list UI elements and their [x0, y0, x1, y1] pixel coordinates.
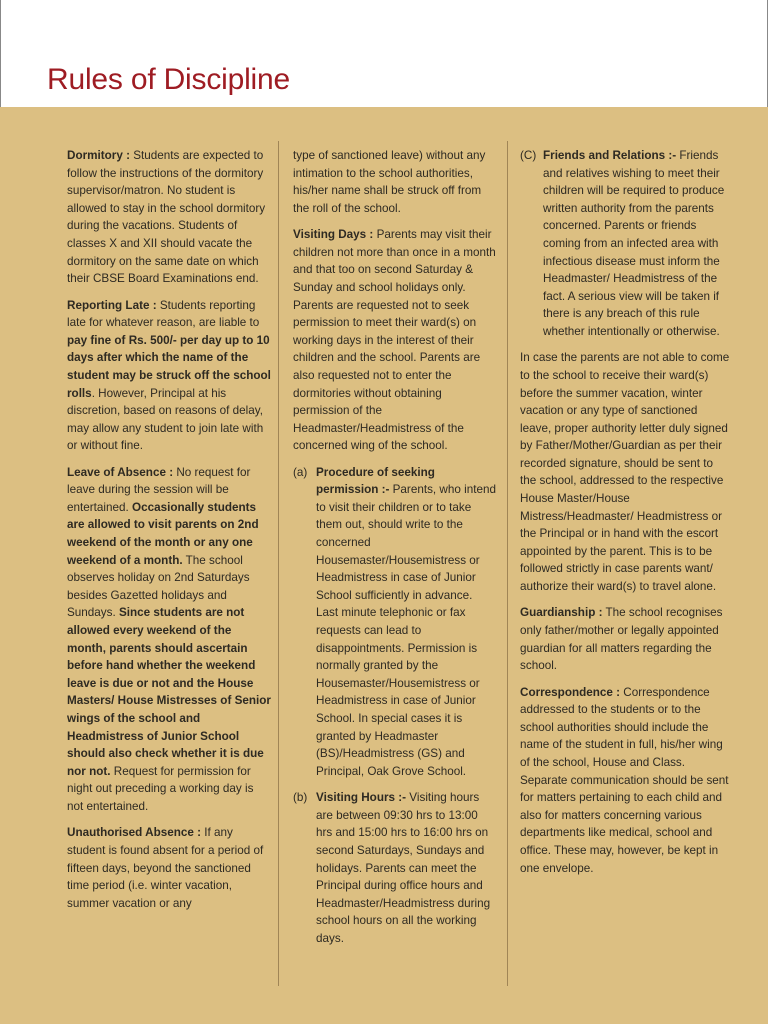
- rule-text: Friends and relatives wishing to meet their children will be required to produce written authority from the parents concerned. Parents or friends coming from an infected area with infectious disease must inform the Headmaster/ Headmistress of the fact. A serious view will be taken if there is any breach of this rule whether intentionally or otherwise.: [543, 149, 725, 338]
- rule-text: The school observes holiday on 2nd Saturdays besides Gazetted holidays and Sundays.: [67, 553, 250, 620]
- page-title: Rules of Discipline: [47, 63, 290, 96]
- sub-item-b: [293, 789, 496, 947]
- rule-text: Students are expected to follow the instructions of the dormitory supervisor/matron. No student is allowed to stay in the school dormitory during the vacations. Students of classes X and XII should vacate the dormitory on the same date on which their CBSE Board Examinations end.: [67, 149, 266, 286]
- rule-text: Students reporting late for whatever reason, are liable to: [67, 298, 260, 330]
- rule-heading: Leave of Absence :: [67, 465, 174, 479]
- column-divider-1: [278, 141, 279, 986]
- rule-text: If any student is found absent for a period of fifteen days, beyond the sanctioned time period (i.e. winter vacation, summer vacation or any: [67, 826, 264, 910]
- rule-heading: Dormitory :: [67, 149, 130, 162]
- column-divider-2: [507, 141, 508, 986]
- escort-paragraph: In case the parents are not able to come to the school to receive their ward(s) before the summer vacation, winter vacation or any type of sanctioned leave, proper authority letter duly signed by Father/Mother/Guardian as per their recorded signature, should be sent to the school, addressed to the respective House Master/House Mistress/Headmaster/ Headmistress or the Principal or in hand with the escort appointed by the parent. This is to be followed strictly in case parents want/ authorize their ward(s) to travel alone.: [520, 351, 730, 594]
- rule-text: Parents, who intend to visit their children or to take them out, should write to the concerned Housemaster/Housemistress or Headmistress in case of Junior School sufficiently in advance. Last minute telephonic or fax requests can lead to disappointments. Permission is normally granted by the Housemaster/Housemistress or Headmistress in case of Junior School. In special cases it is granted by Headmaster (BS)/Headmistress (GS) and Principal, Oak Grove School.: [316, 483, 496, 778]
- rule-heading: Visiting Days :: [293, 228, 374, 242]
- rule-text: No request for leave during the session will be entertained.: [67, 465, 251, 514]
- visiting-days-rule: [293, 226, 496, 455]
- rule-emphasis: Since students are not allowed every weekend of the month, parents should ascertain before hand whether the weekend leave is due or not and the House Masters/ House Mistresses of Senior wings of the school and Headmistress of Junior School should also check whether it is due nor not.: [67, 606, 271, 778]
- rule-heading: Guardianship :: [520, 606, 603, 620]
- unauthorised-absence-rule: [67, 824, 272, 912]
- column-3: [520, 147, 730, 886]
- rule-text: Parents may visit their children not more than once in a month and that too on second Saturday & Sunday and school holidays only. Parents are requested not to seek permission to meet their ward(s) on working days in the interest of their children and the school. Parents are also requested not to enter the dormitories without obtaining permission of the Headmaster/Headmistress of the concerned wing of the school.: [293, 228, 496, 453]
- rule-heading: Friends and Relations :-: [543, 149, 677, 162]
- item-marker: (a): [293, 465, 308, 479]
- rule-emphasis: Occasionally students are allowed to visit parents on 2nd weekend of the month or any one weekend of a month.: [67, 500, 259, 567]
- left-border: [0, 0, 1, 107]
- dormitory-rule: [67, 147, 272, 288]
- rule-emphasis: pay fine of Rs. 500/- per day up to 10 days after which the name of the student may be struck off the school rolls: [67, 333, 271, 400]
- continued-text: type of sanctioned leave) without any intimation to the school authorities, his/her name shall be struck off from the roll of the school.: [293, 149, 486, 215]
- rule-heading: Reporting Late :: [67, 298, 157, 312]
- sub-item-a: [293, 464, 496, 781]
- column-1: [67, 147, 272, 921]
- rule-heading: Correspondence :: [520, 685, 621, 699]
- rule-heading: Procedure of seeking permission :-: [316, 465, 435, 497]
- correspondence-rule: [520, 684, 730, 878]
- rule-heading: Unauthorised Absence :: [67, 826, 201, 840]
- guardianship-rule: [520, 604, 730, 674]
- rule-text: The school recognises only father/mother or legally appointed guardian for all matters regarding the school.: [520, 606, 723, 673]
- column-2: [293, 147, 496, 956]
- reporting-late-rule: [67, 297, 272, 455]
- item-marker: (C): [520, 149, 537, 162]
- sub-item-c: [520, 147, 730, 341]
- item-marker: (b): [293, 791, 308, 805]
- rule-text: Request for permission for night out preceding a working day is not entertained.: [67, 764, 254, 813]
- rule-heading: Visiting Hours :-: [316, 791, 407, 805]
- rule-text: Visiting hours are between 09:30 hrs to 13:00 hrs and 15:00 hrs to 16:00 hrs on second Saturdays, Sundays and holidays. Parents can meet the Principal during office hours and Headmaster/Headmistress during school hours on all the working days.: [316, 791, 491, 945]
- rule-text: Correspondence addressed to the students or to the school authorities should include the name of the student in full, his/her wing of the school, House and Class. Separate communication should be sent for matters pertaining to each child and also for matters concerning various departments like medical, school and office. These may, however, be kept in one envelope.: [520, 685, 729, 875]
- rule-text: . However, Principal at his discretion, based on reasons of delay, may allow any student to join late with or without fine.: [67, 386, 264, 453]
- leave-of-absence-rule: [67, 464, 272, 816]
